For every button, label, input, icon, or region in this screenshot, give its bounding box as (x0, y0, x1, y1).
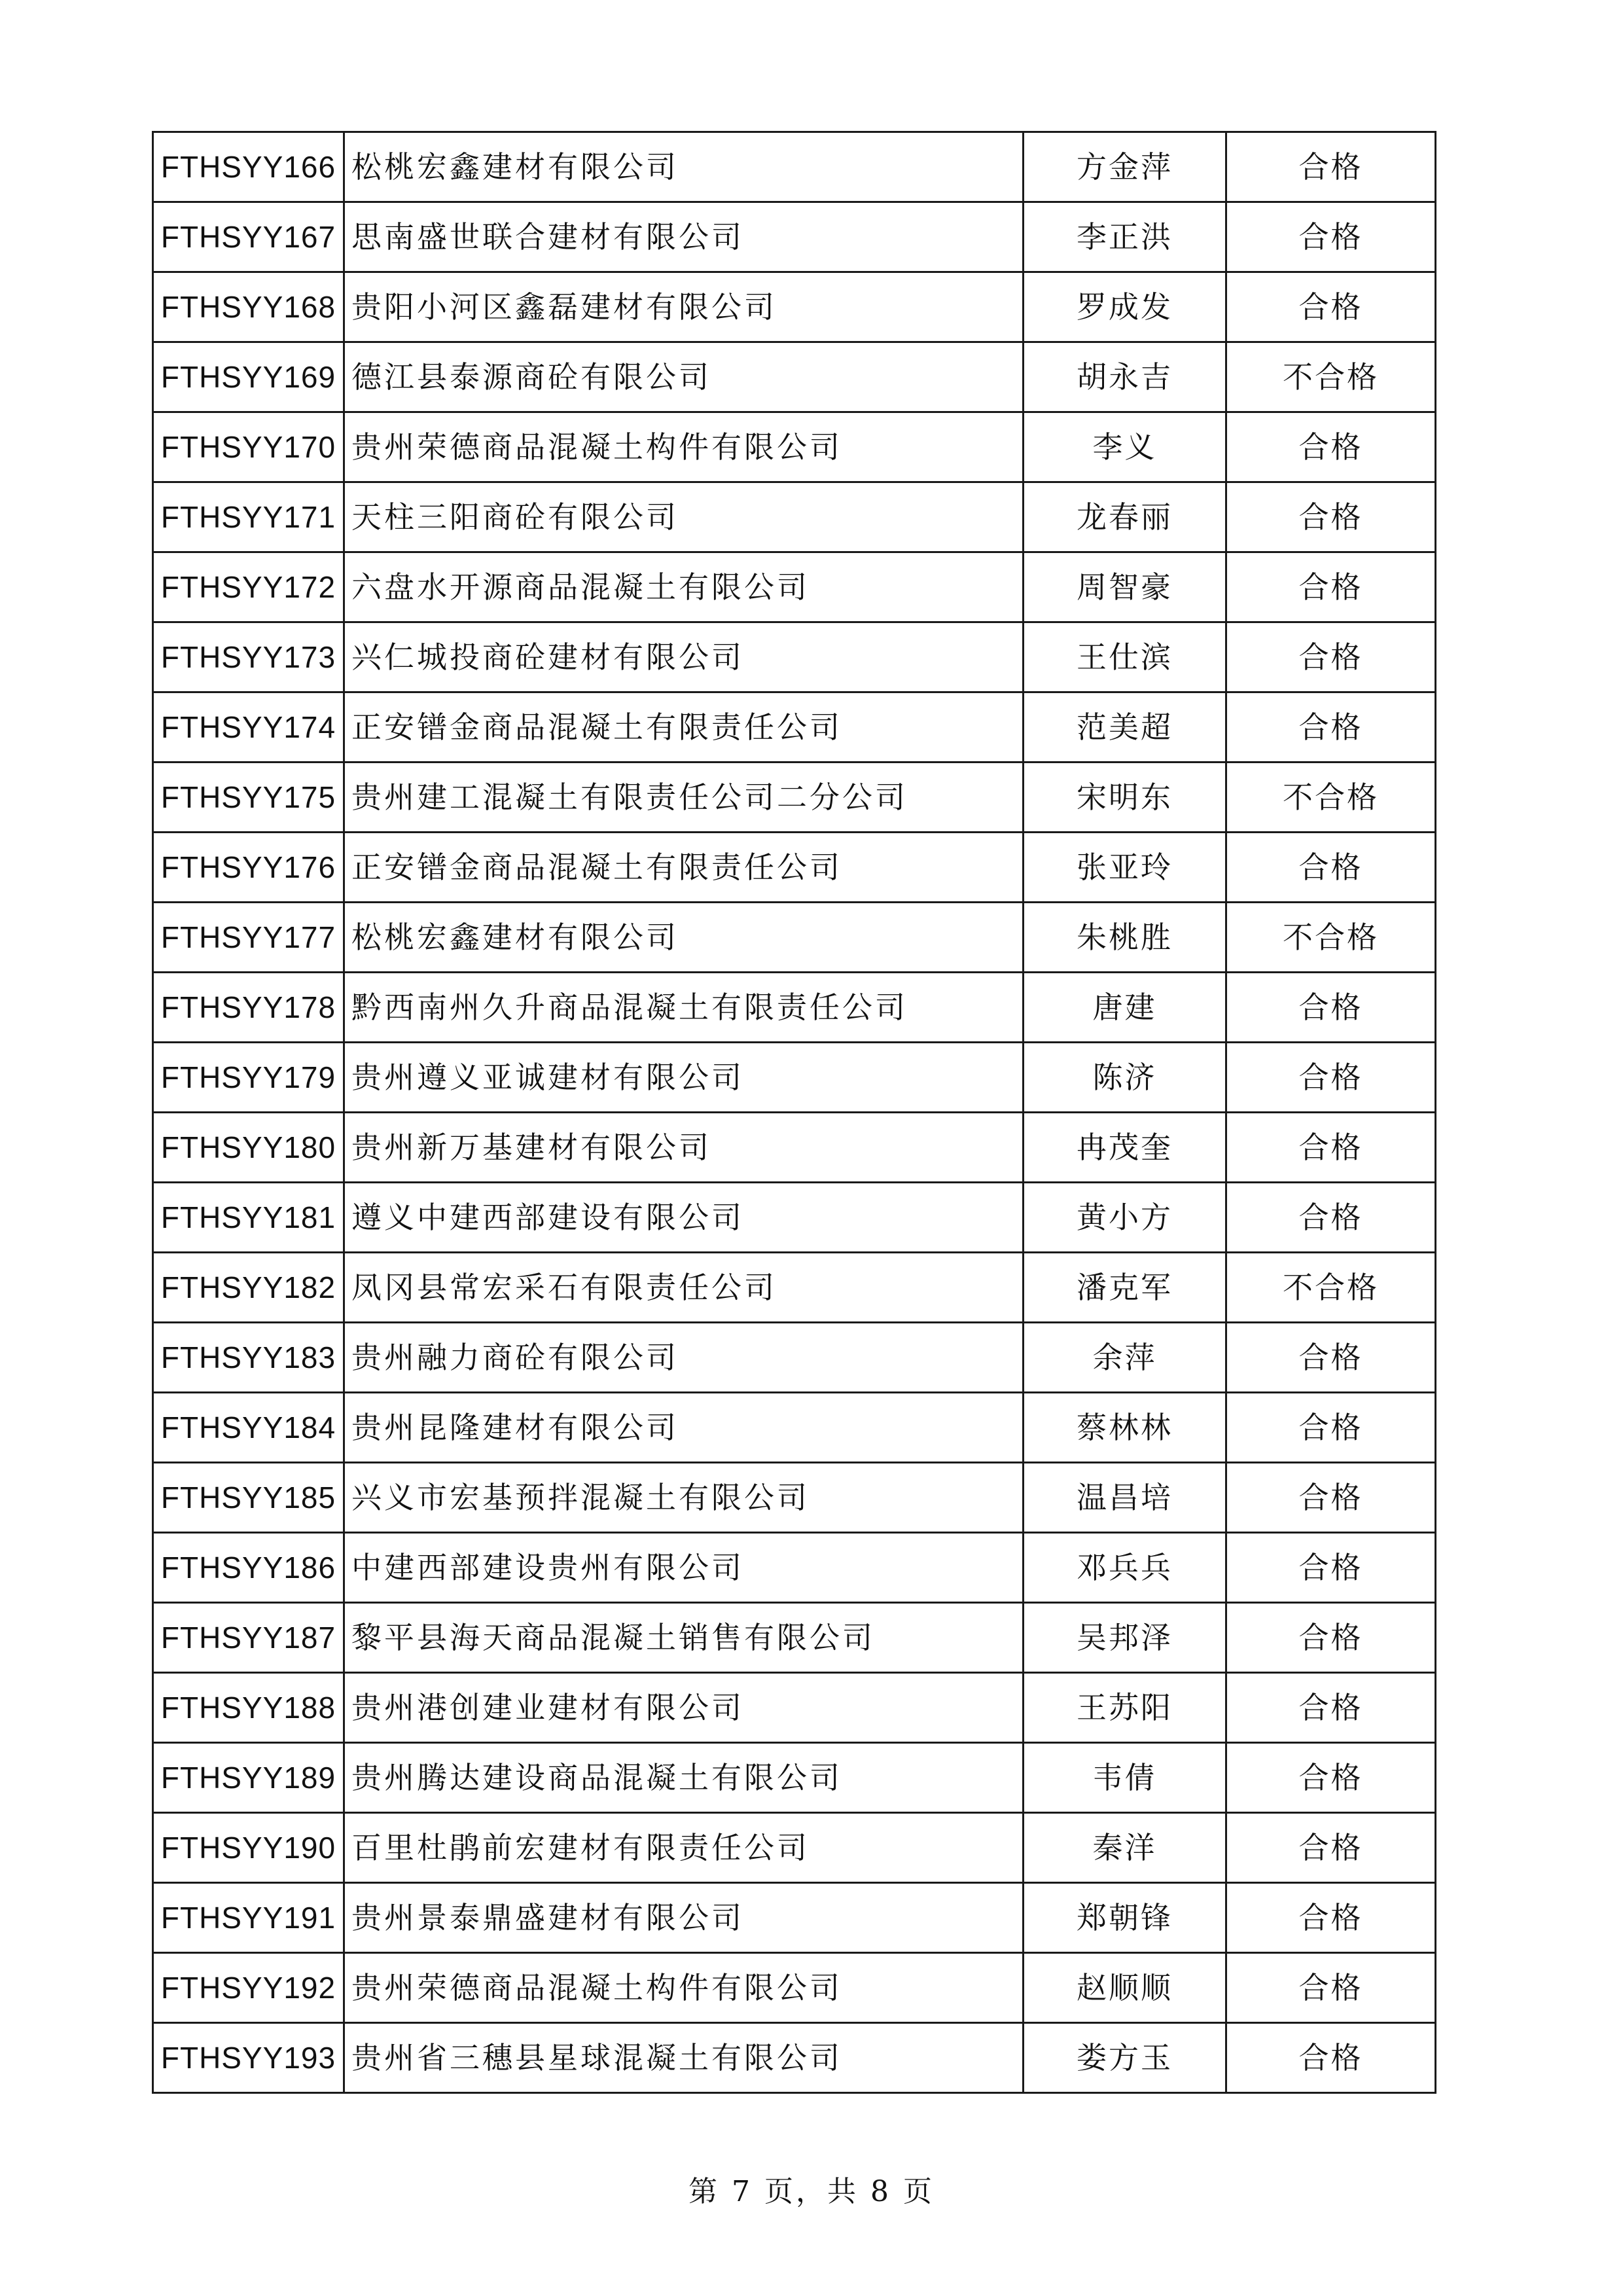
cell-code: FTHSYY171 (153, 482, 344, 552)
cell-person: 蔡林林 (1024, 1393, 1226, 1463)
cell-company: 贵州昆隆建材有限公司 (344, 1393, 1024, 1463)
cell-code: FTHSYY183 (153, 1323, 344, 1393)
cell-result: 不合格 (1226, 903, 1436, 973)
cell-result: 合格 (1226, 1323, 1436, 1393)
cell-person: 李义 (1024, 412, 1226, 482)
cell-person: 宋明东 (1024, 762, 1226, 833)
table-row (153, 132, 1436, 202)
cell-code: FTHSYY172 (153, 552, 344, 622)
cell-result: 合格 (1226, 1043, 1436, 1113)
table-row (153, 1043, 1436, 1113)
cell-company: 正安镨金商品混凝土有限责任公司 (344, 833, 1024, 903)
cell-company: 贵州融力商砼有限公司 (344, 1323, 1024, 1393)
cell-person: 余萍 (1024, 1323, 1226, 1393)
cell-person: 郑朝锋 (1024, 1883, 1226, 1953)
table-row (153, 272, 1436, 342)
cell-person: 冉茂奎 (1024, 1113, 1226, 1183)
cell-result: 合格 (1226, 132, 1436, 202)
cell-result: 合格 (1226, 1463, 1436, 1533)
cell-result: 合格 (1226, 1813, 1436, 1883)
cell-person: 潘克军 (1024, 1253, 1226, 1323)
cell-company: 贵州荣德商品混凝土构件有限公司 (344, 412, 1024, 482)
cell-result: 不合格 (1226, 762, 1436, 833)
table-row (153, 973, 1436, 1043)
table-row (153, 202, 1436, 272)
cell-company: 贵州荣德商品混凝土构件有限公司 (344, 1953, 1024, 2023)
table-row (153, 1883, 1436, 1953)
cell-result: 合格 (1226, 1673, 1436, 1743)
cell-code: FTHSYY184 (153, 1393, 344, 1463)
table-row (153, 1393, 1436, 1463)
cell-code: FTHSYY166 (153, 132, 344, 202)
table-row (153, 1463, 1436, 1533)
cell-company: 正安镨金商品混凝土有限责任公司 (344, 692, 1024, 762)
cell-result: 合格 (1226, 973, 1436, 1043)
cell-code: FTHSYY193 (153, 2023, 344, 2093)
cell-code: FTHSYY179 (153, 1043, 344, 1113)
cell-code: FTHSYY175 (153, 762, 344, 833)
cell-result: 合格 (1226, 1603, 1436, 1673)
table-row (153, 552, 1436, 622)
cell-code: FTHSYY178 (153, 973, 344, 1043)
cell-result: 合格 (1226, 202, 1436, 272)
cell-person: 邓兵兵 (1024, 1533, 1226, 1603)
cell-result: 合格 (1226, 1533, 1436, 1603)
cell-code: FTHSYY176 (153, 833, 344, 903)
cell-person: 王仕滨 (1024, 622, 1226, 692)
cell-code: FTHSYY177 (153, 903, 344, 973)
cell-person: 范美超 (1024, 692, 1226, 762)
cell-company: 贵州建工混凝土有限责任公司二分公司 (344, 762, 1024, 833)
cell-person: 周智豪 (1024, 552, 1226, 622)
cell-company: 贵州港创建业建材有限公司 (344, 1673, 1024, 1743)
table-row (153, 1183, 1436, 1253)
cell-result: 合格 (1226, 412, 1436, 482)
table-row (153, 1673, 1436, 1743)
cell-person: 秦洋 (1024, 1813, 1226, 1883)
cell-result: 合格 (1226, 552, 1436, 622)
cell-person: 温昌培 (1024, 1463, 1226, 1533)
table-row (153, 1813, 1436, 1883)
table-row (153, 1603, 1436, 1673)
cell-person: 胡永吉 (1024, 342, 1226, 412)
cell-company: 贵州遵义亚诚建材有限公司 (344, 1043, 1024, 1113)
cell-person: 李正洪 (1024, 202, 1226, 272)
cell-company: 六盘水开源商品混凝土有限公司 (344, 552, 1024, 622)
cell-result: 合格 (1226, 622, 1436, 692)
cell-result: 合格 (1226, 692, 1436, 762)
cell-person: 朱桃胜 (1024, 903, 1226, 973)
cell-company: 贵阳小河区鑫磊建材有限公司 (344, 272, 1024, 342)
cell-person: 唐建 (1024, 973, 1226, 1043)
table-row (153, 692, 1436, 762)
cell-company: 贵州省三穗县星球混凝土有限公司 (344, 2023, 1024, 2093)
page-number-footer: 第 7 页，共 8 页 (688, 2175, 935, 2208)
cell-company: 凤冈县常宏采石有限责任公司 (344, 1253, 1024, 1323)
cell-company: 黎平县海天商品混凝土销售有限公司 (344, 1603, 1024, 1673)
cell-result: 合格 (1226, 1393, 1436, 1463)
cell-result: 合格 (1226, 1743, 1436, 1813)
cell-company: 黔西南州久升商品混凝土有限责任公司 (344, 973, 1024, 1043)
table-row (153, 1533, 1436, 1603)
cell-person: 王苏阳 (1024, 1673, 1226, 1743)
cell-person: 龙春丽 (1024, 482, 1226, 552)
cell-person: 黄小方 (1024, 1183, 1226, 1253)
table-row (153, 903, 1436, 973)
cell-company: 松桃宏鑫建材有限公司 (344, 903, 1024, 973)
cell-code: FTHSYY173 (153, 622, 344, 692)
table-row (153, 1743, 1436, 1813)
results-table-body (153, 132, 1436, 2093)
table-row (153, 1323, 1436, 1393)
cell-result: 合格 (1226, 482, 1436, 552)
cell-code: FTHSYY189 (153, 1743, 344, 1813)
cell-result: 合格 (1226, 833, 1436, 903)
cell-company: 贵州腾达建设商品混凝土有限公司 (344, 1743, 1024, 1813)
cell-result: 合格 (1226, 1883, 1436, 1953)
cell-code: FTHSYY188 (153, 1673, 344, 1743)
cell-company: 思南盛世联合建材有限公司 (344, 202, 1024, 272)
cell-code: FTHSYY174 (153, 692, 344, 762)
cell-person: 罗成发 (1024, 272, 1226, 342)
table-row (153, 622, 1436, 692)
cell-company: 贵州新万基建材有限公司 (344, 1113, 1024, 1183)
table-row (153, 342, 1436, 412)
cell-code: FTHSYY168 (153, 272, 344, 342)
cell-company: 遵义中建西部建设有限公司 (344, 1183, 1024, 1253)
cell-code: FTHSYY192 (153, 1953, 344, 2023)
table-row (153, 762, 1436, 833)
cell-result: 合格 (1226, 1953, 1436, 2023)
cell-code: FTHSYY182 (153, 1253, 344, 1323)
cell-person: 娄方玉 (1024, 2023, 1226, 2093)
cell-code: FTHSYY187 (153, 1603, 344, 1673)
cell-code: FTHSYY186 (153, 1533, 344, 1603)
cell-person: 吴邦泽 (1024, 1603, 1226, 1673)
cell-company: 兴仁城投商砼建材有限公司 (344, 622, 1024, 692)
table-row (153, 412, 1436, 482)
table-row (153, 1953, 1436, 2023)
cell-code: FTHSYY180 (153, 1113, 344, 1183)
cell-result: 合格 (1226, 1113, 1436, 1183)
cell-code: FTHSYY190 (153, 1813, 344, 1883)
cell-company: 兴义市宏基预拌混凝土有限公司 (344, 1463, 1024, 1533)
cell-result: 合格 (1226, 272, 1436, 342)
cell-code: FTHSYY181 (153, 1183, 344, 1253)
table-row (153, 1113, 1436, 1183)
table-row (153, 482, 1436, 552)
cell-company: 百里杜鹃前宏建材有限责任公司 (344, 1813, 1024, 1883)
cell-code: FTHSYY185 (153, 1463, 344, 1533)
cell-result: 合格 (1226, 1183, 1436, 1253)
cell-person: 陈济 (1024, 1043, 1226, 1113)
table-row (153, 1253, 1436, 1323)
results-table (152, 131, 1436, 2094)
cell-company: 贵州景泰鼎盛建材有限公司 (344, 1883, 1024, 1953)
cell-code: FTHSYY191 (153, 1883, 344, 1953)
cell-result: 合格 (1226, 2023, 1436, 2093)
cell-company: 中建西部建设贵州有限公司 (344, 1533, 1024, 1603)
cell-person: 方金萍 (1024, 132, 1226, 202)
cell-code: FTHSYY167 (153, 202, 344, 272)
cell-person: 赵顺顺 (1024, 1953, 1226, 2023)
cell-result: 不合格 (1226, 342, 1436, 412)
cell-company: 天柱三阳商砼有限公司 (344, 482, 1024, 552)
cell-person: 张亚玲 (1024, 833, 1226, 903)
table-row (153, 2023, 1436, 2093)
cell-code: FTHSYY169 (153, 342, 344, 412)
table-row (153, 833, 1436, 903)
cell-result: 不合格 (1226, 1253, 1436, 1323)
cell-code: FTHSYY170 (153, 412, 344, 482)
cell-company: 德江县泰源商砼有限公司 (344, 342, 1024, 412)
cell-company: 松桃宏鑫建材有限公司 (344, 132, 1024, 202)
cell-person: 韦倩 (1024, 1743, 1226, 1813)
